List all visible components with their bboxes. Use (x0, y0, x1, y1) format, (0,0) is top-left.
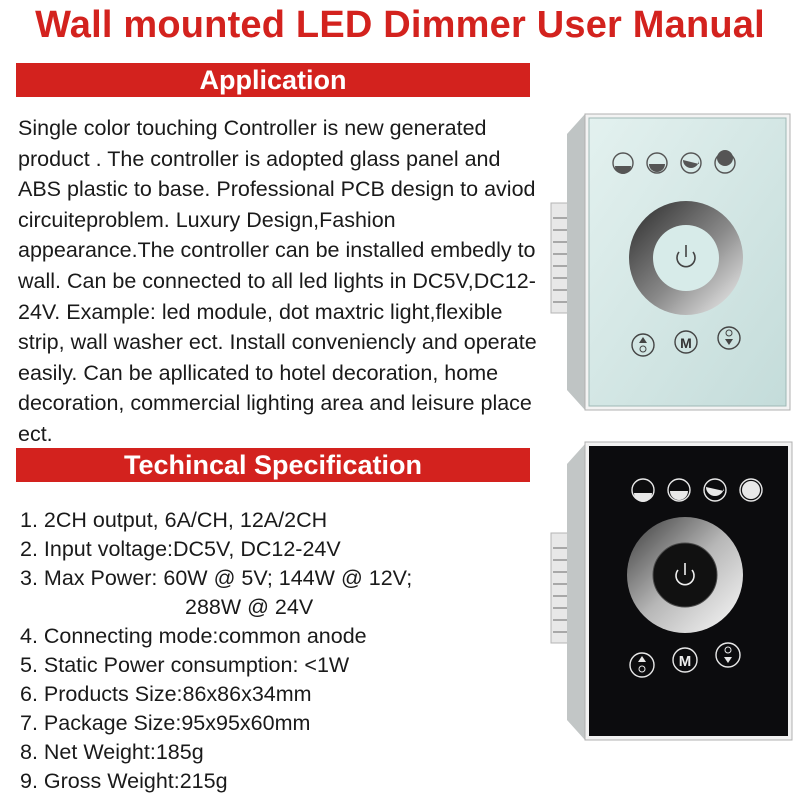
spec-item-static-power: 5. Static Power consumption: <1W (20, 653, 350, 677)
spec-item-product-size: 6. Products Size:86x86x34mm (20, 682, 312, 706)
page-title: Wall mounted LED Dimmer User Manual (35, 4, 765, 46)
spec-item-max-power-continued: 288W @ 24V (185, 595, 314, 619)
svg-text:M: M (680, 335, 692, 351)
spec-item-max-power: 3. Max Power: 60W @ 5V; 144W @ 12V; (20, 566, 413, 590)
spec-item-package-size: 7. Package Size:95x95x60mm (20, 711, 311, 735)
black-dimmer-panel-image (545, 438, 800, 743)
spec-item-net-weight: 8. Net Weight:185g (20, 740, 204, 764)
white-dimmer-panel-image (545, 108, 800, 413)
specification-list (20, 506, 560, 796)
spec-item-gross-weight: 9. Gross Weight:215g (20, 769, 228, 793)
spec-item-connecting-mode: 4. Connecting mode:common anode (20, 624, 367, 648)
spec-item-output: 1. 2CH output, 6A/CH, 12A/2CH (20, 508, 328, 532)
spec-item-input-voltage: 2. Input voltage:DC5V, DC12-24V (20, 537, 341, 561)
svg-text:M: M (678, 653, 692, 670)
application-text: Single color touching Controller is new generated product . The controller is adopted glass panel and ABS plastic to base. Professional PCB design to aviod circuiteproblem. Luxury Design,Fashion appearance.The controller can be installed embedly to wall. Can be connected to all led lights in DC5V,DC12-24V. Example: led module, dot maxtric light,flexible strip, wall washer ect. Install conveniencly and operate easily. Can be apllicated to hotel decoration, home decoration, commercial lighting area and leisure place ect. (18, 116, 537, 446)
application-heading: Application (16, 63, 530, 97)
specification-heading: Techincal Specification (16, 448, 530, 482)
